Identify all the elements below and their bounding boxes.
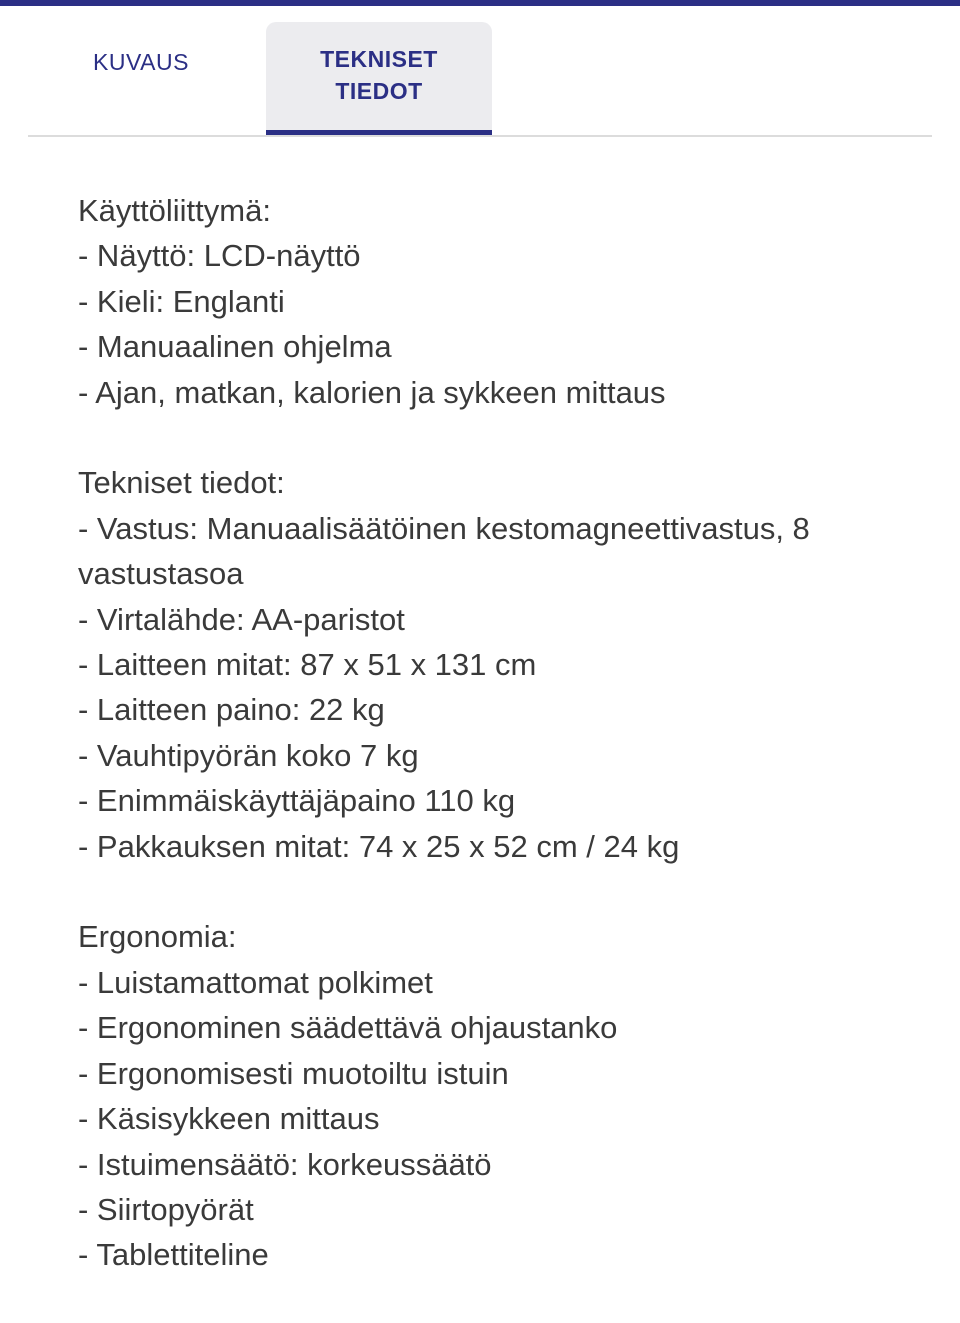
list-item: - Luistamattomat polkimet xyxy=(78,964,433,1000)
specs-content xyxy=(78,188,898,1323)
list-item: - Enimmäiskäyttäjäpaino 110 kg xyxy=(78,783,516,819)
top-accent-bar xyxy=(0,0,960,6)
list-item: - Siirtopyörät xyxy=(78,1191,254,1227)
section-heading: Käyttöliittymä: xyxy=(78,193,271,228)
list-item: - Istuimensäätö: korkeussäätö xyxy=(78,1146,492,1182)
tab-bar xyxy=(28,22,932,137)
list-item: - Vastus: Manuaalisäätöinen kestomagneettivastus, 8 vastustasoa xyxy=(78,510,810,592)
section-ergonomia xyxy=(78,914,898,1277)
section-heading: Tekniset tiedot: xyxy=(78,465,285,501)
list-item: - Laitteen mitat: 87 x 51 x 131 cm xyxy=(78,647,537,683)
tab-tekniset-tiedot[interactable] xyxy=(266,22,492,135)
list-item: - Virtalähde: AA-paristot xyxy=(78,601,405,637)
section-heading: Ergonomia: xyxy=(78,919,237,955)
list-item: - Ergonominen säädettävä ohjaustanko xyxy=(78,1010,618,1046)
tab-tekniset-tiedot-label: TEKNISET TIEDOT xyxy=(320,46,438,104)
section-tekniset-tiedot xyxy=(78,460,898,869)
list-item: - Manuaalinen ohjelma xyxy=(78,329,392,365)
list-item: - Vauhtipyörän koko 7 kg xyxy=(78,737,419,773)
list-item: - Pakkauksen mitat: 74 x 25 x 52 cm / 24 kg xyxy=(78,828,680,864)
section-kayttoliittyma xyxy=(78,188,898,415)
list-item: - Käsisykkeen mittaus xyxy=(78,1101,380,1137)
list-item: - Ajan, matkan, kalorien ja sykkeen mittaus xyxy=(78,374,666,410)
list-item: - Näyttö: LCD-näyttö xyxy=(78,238,361,274)
list-item: - Kieli: Englanti xyxy=(78,283,285,319)
list-item: - Ergonomisesti muotoiltu istuin xyxy=(78,1055,509,1091)
tab-kuvaus[interactable] xyxy=(28,22,254,135)
tab-kuvaus-label: KUVAUS xyxy=(93,48,189,75)
list-item: - Tablettiteline xyxy=(78,1237,269,1273)
list-item: - Laitteen paino: 22 kg xyxy=(78,692,385,728)
